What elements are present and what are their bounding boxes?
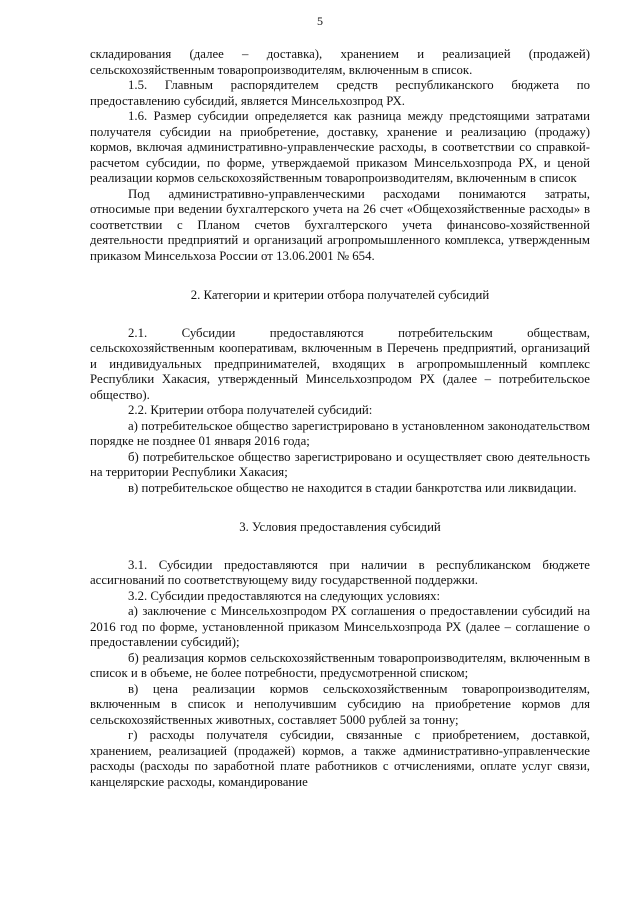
document-body bbox=[90, 47, 590, 790]
section-3-heading: 3. Условия предоставления субсидий bbox=[239, 520, 441, 534]
paragraph-2-2-c: в) потребительское общество не находится в стадии банкротства или ликвидации. bbox=[128, 480, 577, 495]
section-2-heading: 2. Категории и критерии отбора получателей субсидий bbox=[190, 288, 490, 302]
paragraph-3-2-d: г) расходы получателя субсидии, связанные с приобретением, доставкой, хранением, реализацией (продажей) кормов, а также административно-управленческие расходы (расходы по заработной плате работников с отчислениями, оплате услуг связи, канцелярские расходы, командирование bbox=[90, 728, 590, 789]
paragraph-2-2-b: б) потребительское общество зарегистрировано и осуществляет свою деятельность на территории Республики Хакасия; bbox=[90, 449, 590, 479]
paragraph-continuation: складирования (далее – доставка), хранением и реализацией (продажей) сельскохозяйственным товаропроизводителям, включенным в список. bbox=[90, 47, 590, 77]
paragraph-3-2-b: б) реализация кормов сельскохозяйственным товаропроизводителям, включенным в список и в объеме, не более потребности, предусмотренной списком; bbox=[90, 650, 590, 680]
paragraph-1-6: 1.6. Размер субсидии определяется как разница между предстоящими затратами получателя субсидии на приобретение, доставку, хранение и реализацию (продажу) кормов, включая административно-управленческие расходы, в соответствии со справкой-расчетом субсидии, по форме, утверждаемой приказом Минсельхозпрода РХ, и ценой реализации кормов сельскохозяйственным товаропроизводителям, включенным в список bbox=[90, 109, 590, 185]
paragraph-3-2-c: в) цена реализации кормов сельскохозяйственным товаропроизводителям, включенным в список и неполучившим субсидию на приобретение кормов для сельскохозяйственных животных, составляет 5000 рублей за тонну; bbox=[90, 681, 590, 727]
paragraph-3-2-a: а) заключение с Минсельхозпродом РХ соглашения о предоставлении субсидий на 2016 год по форме, установленной приказом Минсельхозпрода РХ (далее – соглашение о предоставлении субсидий); bbox=[90, 604, 590, 649]
paragraph-2-2: 2.2. Критерии отбора получателей субсидий: bbox=[128, 403, 373, 417]
page-number: 5 bbox=[317, 14, 323, 28]
paragraph-admin-expenses: Под административно-управленческими расходами понимаются затраты, относимые при ведении бухгалтерского учета на 26 счет «Общехозяйственные расходы» в соответствии с Планом счетов бухгалтерского учета финансово-хозяйственной деятельности предприятий и организаций агропромышленного комплекса, утвержденным приказом Минсельхоза России от 13.06.2001 № 654. bbox=[90, 186, 590, 263]
paragraph-2-2-a: а) потребительское общество зарегистрировано в установленном законодательством порядке не позднее 01 января 2016 года; bbox=[90, 418, 590, 448]
paragraph-1-5: 1.5. Главным распорядителем средств республиканского бюджета по предоставлению субсидий, является Минсельхозпрод РХ. bbox=[90, 78, 590, 108]
paragraph-3-2: 3.2. Субсидии предоставляются на следующих условиях: bbox=[128, 588, 441, 603]
paragraph-2-1: 2.1. Субсидии предоставляются потребительским обществам, сельскохозяйственным кооперативам, включенным в Перечень предприятий, организаций и индивидуальных предпринимателей, входящих в агропромышленный комплекс Республики Хакасия, утвержденный Минсельхозпродом РХ (далее – потребительское общество). bbox=[90, 325, 590, 402]
paragraph-3-1: 3.1. Субсидии предоставляются при наличии в республиканском бюджете ассигнований по соответствующему виду государственной поддержки. bbox=[90, 557, 590, 587]
